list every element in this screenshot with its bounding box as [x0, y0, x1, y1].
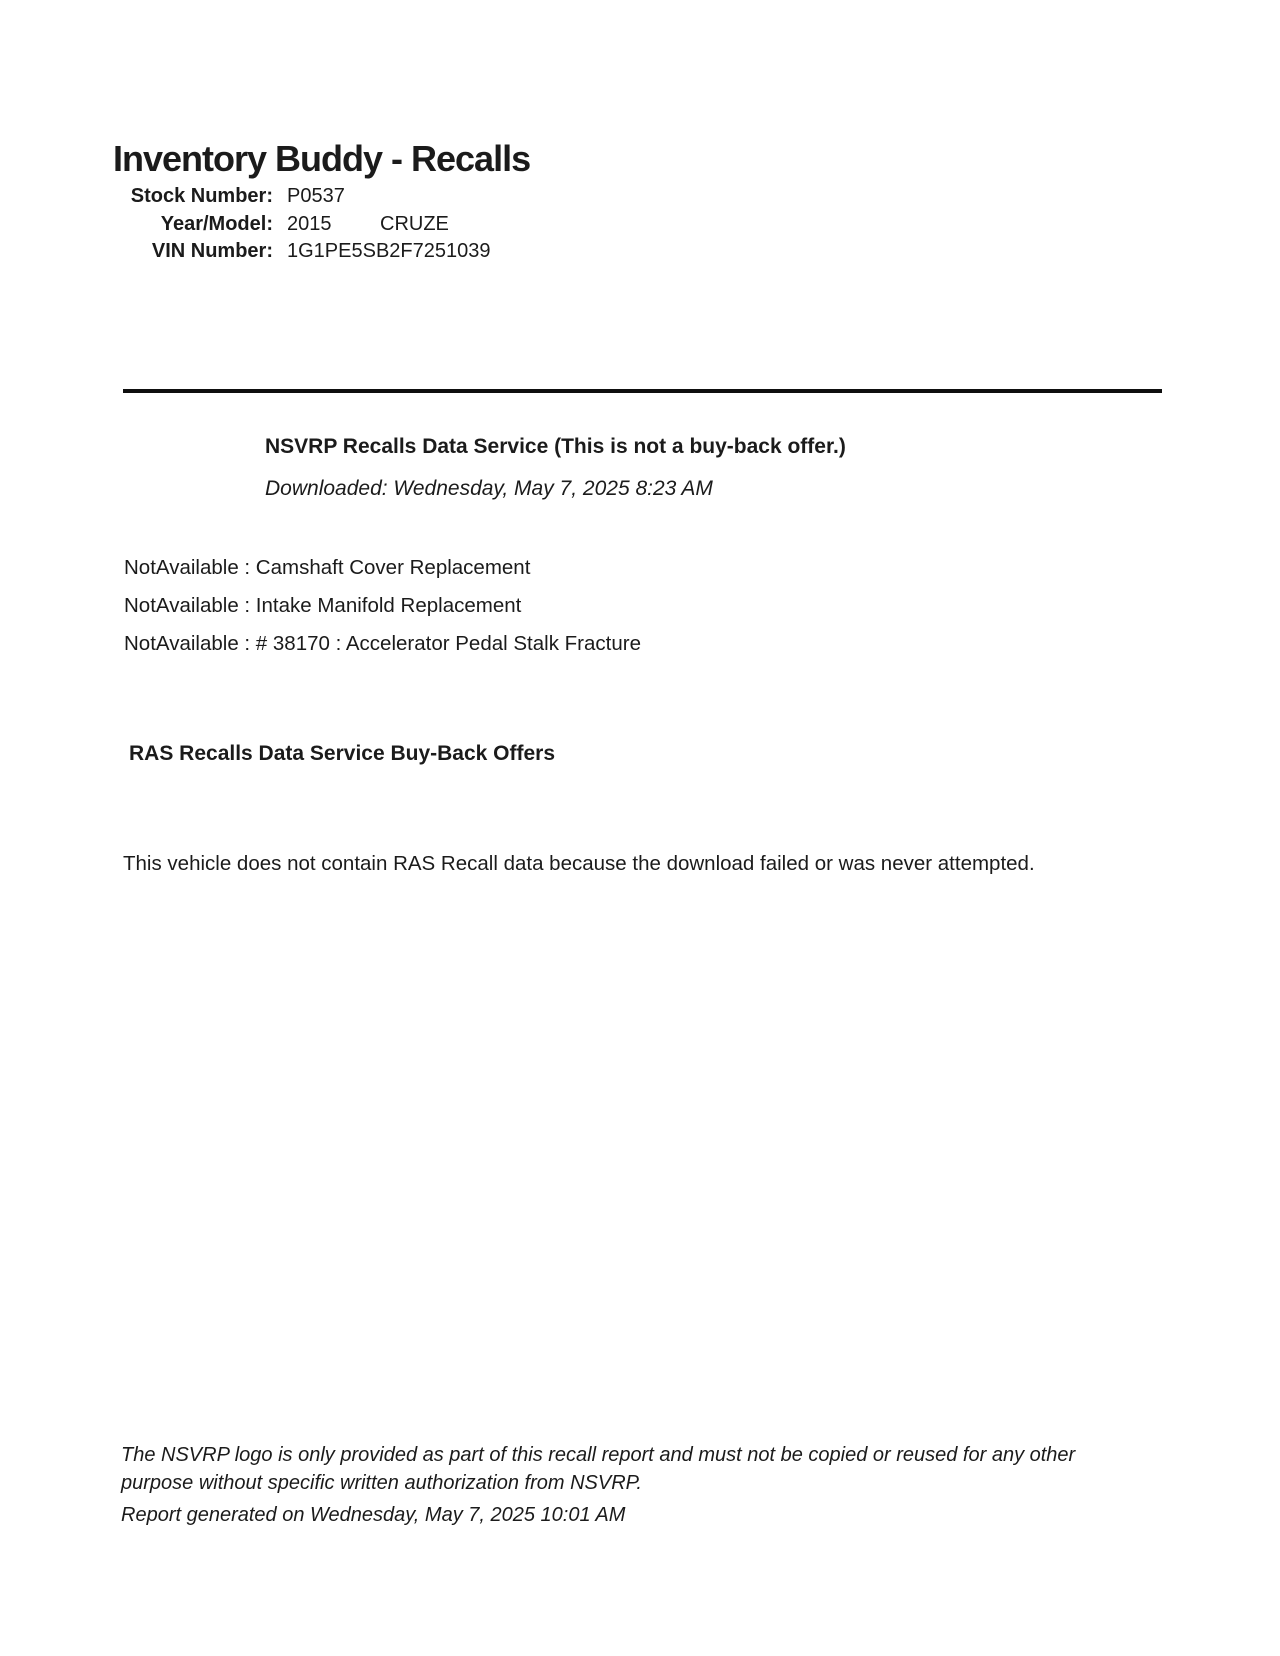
footer-disclaimer: The NSVRP logo is only provided as part of this recall report and must not be copied or reused for any other purpose without specific written authorization from NSVRP.	[121, 1444, 1076, 1494]
recall-item: NotAvailable : Intake Manifold Replacement	[124, 594, 522, 617]
stock-number-row	[0, 183, 491, 211]
report-generated-timestamp: Report generated on Wednesday, May 7, 2025 10:01 AM	[121, 1504, 626, 1526]
recall-item: NotAvailable : # 38170 : Accelerator Pedal Stalk Fracture	[124, 632, 641, 655]
page-title: Inventory Buddy - Recalls	[113, 138, 531, 179]
section-divider	[123, 389, 1162, 393]
stock-number-value: P0537	[287, 185, 345, 207]
nsvrp-recall-list	[124, 557, 641, 671]
vin-number-value: 1G1PE5SB2F7251039	[287, 240, 491, 262]
model-value: CRUZE	[380, 212, 449, 235]
vehicle-info	[0, 183, 491, 266]
nsvrp-downloaded-timestamp: Downloaded: Wednesday, May 7, 2025 8:23 AM	[265, 477, 713, 500]
year-model-row	[0, 211, 491, 239]
vin-number-row	[0, 238, 491, 266]
recall-item: NotAvailable : Camshaft Cover Replacement	[124, 556, 531, 579]
stock-number-label: Stock Number:	[130, 185, 273, 207]
year-model-label: Year/Model:	[160, 212, 273, 235]
ras-status-message: This vehicle does not contain RAS Recall data because the download failed or was never attempted.	[123, 852, 1035, 875]
ras-section-heading: RAS Recalls Data Service Buy-Back Offers	[129, 742, 556, 765]
nsvrp-section-heading: NSVRP Recalls Data Service (This is not a buy-back offer.)	[265, 435, 846, 458]
vin-number-label: VIN Number:	[151, 240, 273, 262]
year-value: 2015	[287, 212, 332, 235]
